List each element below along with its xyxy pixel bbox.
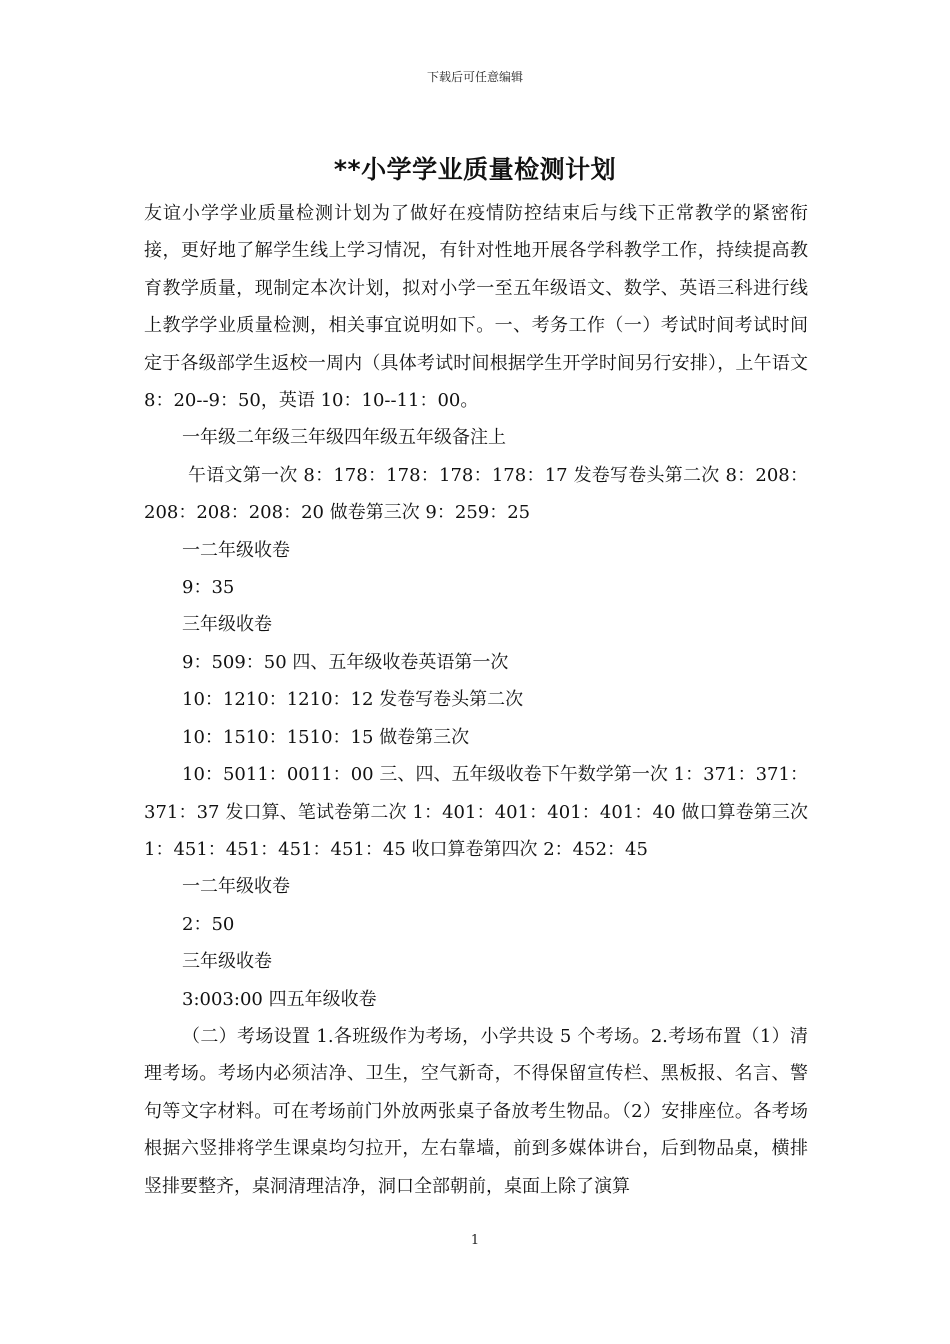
schedule-line: 9：509：50 四、五年级收卷英语第一次: [182, 651, 509, 673]
document-body: [144, 195, 808, 1205]
exam-room-paragraph: （二）考场设置 1.各班级作为考场，小学共设 5 个考场。2.考场布置（1）清理考场。考场内必须洁净、卫生，空气新奇，不得保留宣传栏、黑板报、名言、警句等文字材料。可在考场前门外放两张桌子备放考生物品。（2）安排座位。各考场根据六竖排将学生课桌均匀拉开，左右靠墙，前到多媒体讲台，后到物品桌，横排竖排要整齐，桌洞清理洁净，洞口全部朝前，桌面上除了演算: [144, 1025, 808, 1197]
page-number: 1: [470, 1233, 480, 1248]
schedule-line: 一二年级收卷: [182, 539, 290, 561]
schedule-line: 三年级收卷: [182, 614, 272, 636]
schedule-line: 三年级收卷: [182, 951, 272, 973]
schedule-line: 午语文第一次 8：178：178：178：178：17 发卷写卷头第二次 8：208：208：208：208：20 做卷第三次 9：259：25: [144, 464, 808, 524]
schedule-line: 3:003:00 四五年级收卷: [182, 988, 377, 1010]
schedule-line: 10：1510：1510：15 做卷第三次: [182, 726, 470, 748]
document-title: **小学学业质量检测计划: [333, 155, 617, 184]
schedule-line: 2：50: [182, 913, 235, 935]
schedule-line: 10：5011：0011：00 三、四、五年级收卷下午数学第一次 1：371：371：371：37 发口算、笔试卷第二次 1：401：401：401：401：40 做口算卷第三次 1：451：451：451：451：45 收口算卷第四次 2：452：45: [144, 764, 808, 860]
intro-paragraph: 友谊小学学业质量检测计划为了做好在疫情防控结束后与线下正常教学的紧密衔接，更好地了解学生线上学习情况，有针对性地开展各学科教学工作，持续提高教育教学质量，现制定本次计划，拟对小学一至五年级语文、数学、英语三科进行线上教学学业质量检测，相关事宜说明如下。一、考务工作（一）考试时间考试时间定于各级部学生返校一周内（具体考试时间根据学生开学时间另行安排），上午语文 8：20--9：50，英语 10：10--11：00。: [144, 203, 808, 412]
schedule-line: 一二年级收卷: [182, 876, 290, 898]
schedule-line: 一年级二年级三年级四年级五年级备注上: [182, 427, 506, 449]
page-header-note: 下载后可任意编辑: [426, 70, 523, 84]
schedule-line: 10：1210：1210：12 发卷写卷头第二次: [182, 689, 524, 711]
schedule-line: 9：35: [182, 577, 235, 599]
